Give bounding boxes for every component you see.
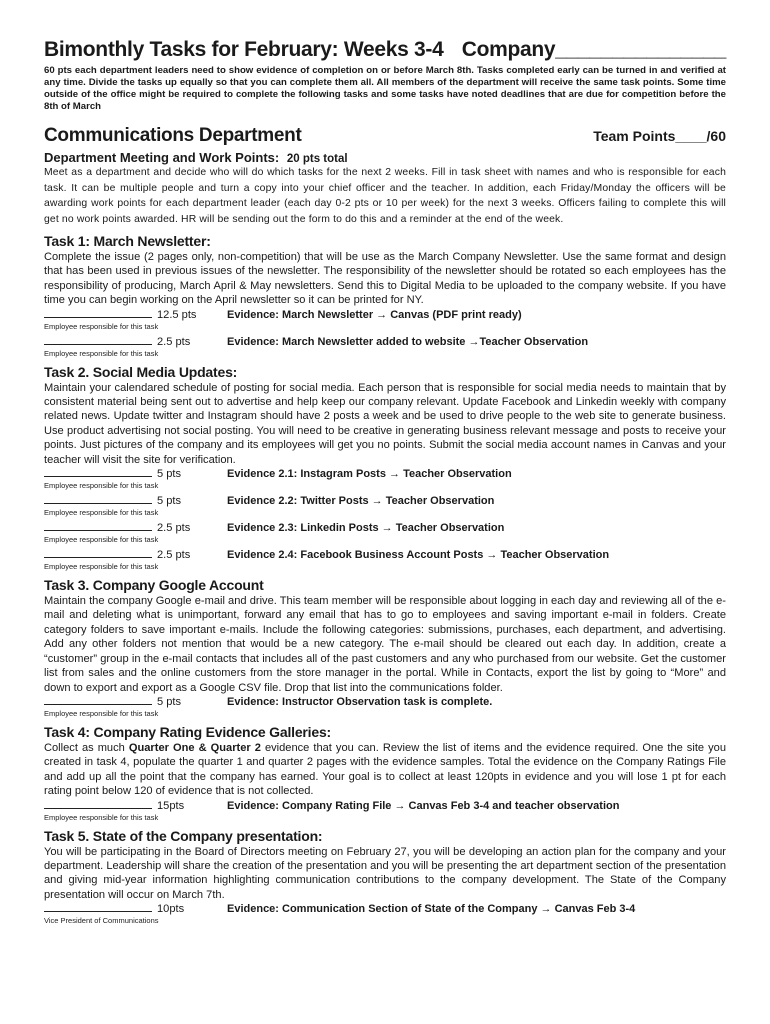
employee-caption: Employee responsible for this task [44,348,159,358]
task1-item-1-evidence: Evidence: March Newsletter → Canvas (PDF print ready) [227,308,522,321]
vp-caption: Vice President of Communications [44,916,159,926]
task4-heading: Task 4: Company Rating Evidence Galleries: [44,723,331,740]
task1-item-2-evidence: Evidence: March Newsletter added to website →Teacher Observation [227,335,589,348]
task1-item-1-points: 12.5 pts [157,308,197,321]
signature-blank[interactable] [44,494,152,504]
task3-text: Maintain the company Google e-mail and drive. This team member will be responsible about logging in each day and reviewing all of the e-mail and deleting what is unimportant, forward any email that has to go to employees and saving important e-mail in folders. Create category folders to save important e-mails. Include the following categories: submissions, purchases, each department, and advertising. Add any other folders not mention that would be a new category. The e-mail should be cleared out each day. In addition, create a “customer” group in the e-mail contacts that includes all of the past customers and any who purchased from our website. Get the customer list from sales and the online customers from the store manager in the portal. While in Contacts, export the list by going to “More” and down to export and export as a Google CSV file. Drop that list into the communications folder. [44,595,726,694]
task2-item-2-evidence: Evidence 2.2: Twitter Posts → Teacher Observation [227,495,495,508]
task4-text-b: evidence that you can. Review the list of items and the evidence required. One the site you created in task 4, populate the quarter 1 and quarter 2 pages with the evidence samples. Total the evidence on the Company Ratings File and add up all the point that the company has earned. Your goal is to collect at least 120pts in evidence and you will lose 1 pt for each rating point below 120 of evidence that is not collected. [44,741,726,798]
employee-caption: Employee responsible for this task [44,535,159,545]
task4-text-bold: Quarter One & Quarter 2 [128,741,261,754]
task1-text: Complete the issue (2 pages only, non-competition) that will be use as the March Company Newsletter. Use the same format and design that has been used in previous issues of the newsletter. The responsibility of the newsletter should be rotated so each employees has the responsibility of producing, March April & May newsletters. Send this to Digital Media to be uploaded to the company website. If you have time you can begin working on the April newsletter so it can be printed for NY. [44,251,726,307]
team-points: Team Points____/60 [593,128,726,144]
task2-item-1-points: 5 pts [157,468,182,481]
signature-blank[interactable] [44,467,152,477]
department-row [44,125,726,147]
page-title: Bimonthly Tasks for February: Weeks 3-4 [44,38,444,61]
meeting-points: 20 pts total [286,153,348,165]
title-row [44,38,726,62]
task2-text: Maintain your calendared schedule of posting for social media. Each person that is responsible for social media needs to maintain that by consistent material being sent out to advertise and help keep our company relevant. Update Facebook and Linkedin weekly with company related news. Update twitter and Instagram should have 2 posts a week and be used to drive people to the web site to generate business. Use product advertising not social posting. You will need to be creative in generating business relevant message and posts to receive your points. Just pictures of the company and its employees will get you no points. Submit the social media account names in Canvas and your teacher will visit the site for verification. [44,381,726,466]
employee-caption: Employee responsible for this task [44,562,159,572]
task4-text [44,741,726,799]
meeting-heading [44,150,726,165]
signature-blank[interactable] [44,902,152,912]
task2-item-3-evidence: Evidence 2.3: Linkedin Posts → Teacher Observation [227,522,505,535]
task2-item-3 [44,521,726,535]
employee-caption: Employee responsible for this task [44,508,159,518]
company-field: Company_______________ [461,38,726,61]
task3-item-1 [44,695,726,709]
employee-caption: Employee responsible for this task [44,708,159,718]
task2-item-4-evidence: Evidence 2.4: Facebook Business Account Posts → Teacher Observation [227,549,610,562]
signature-blank[interactable] [44,308,152,318]
task2-item-4-points: 2.5 pts [157,549,191,562]
task1-item-1 [44,308,726,322]
task2-item-4 [44,548,726,562]
task3-heading: Task 3. Company Google Account [44,577,264,594]
task5-item-1-evidence: Evidence: Communication Section of State of the Company → Canvas Feb 3-4 [227,903,636,916]
task2-item-2-points: 5 pts [157,495,182,508]
employee-caption: Employee responsible for this task [44,321,159,331]
task3-item-1-points: 5 pts [157,695,182,708]
intro-text: 60 pts each department leaders need to show evidence of completion on or before March 8th. Tasks completed early can be turned in and verified at any time. Divide the tasks up equally so that you can complete them all. All members of the department will receive the same task points. Some time outside of the office might be required to complete the following tasks and some tasks have noted deadlines that are due for competition before the 8th of March [44,65,726,112]
signature-blank[interactable] [44,521,152,531]
employee-caption: Employee responsible for this task [44,481,159,491]
task2-item-3-points: 2.5 pts [157,522,191,535]
task1-heading: Task 1: March Newsletter: [44,233,211,249]
signature-blank[interactable] [44,695,152,705]
task4-item-1 [44,799,726,813]
signature-blank[interactable] [44,548,152,558]
task2-item-1-evidence: Evidence 2.1: Instagram Posts → Teacher Observation [227,468,512,481]
task5-item-1 [44,902,726,916]
task2-item-2 [44,494,726,508]
task2-heading: Task 2. Social Media Updates: [44,363,238,380]
task2-item-1 [44,467,726,481]
task5-text: You will be participating in the Board of Directors meeting on February 27, you will be developing an action plan for the company and your department. Leadership will share the creation of the presentation and you will be presenting the art department section of the presentation and giving mid-year information highlighting communication contributions to the company development. The State of the Company presentation will occur on March 7th. [44,845,726,901]
task5-heading: Task 5. State of the Company presentation: [44,827,323,844]
task4-text-a: Collect as much [44,741,129,754]
department-title: Communications Department [44,125,302,146]
task4-item-1-evidence: Evidence: Company Rating File → Canvas Feb 3-4 and teacher observation [227,799,620,812]
employee-caption: Employee responsible for this task [44,812,159,822]
task1-item-2 [44,335,726,349]
signature-blank[interactable] [44,335,152,345]
task1-item-2-points: 2.5 pts [157,335,191,348]
meeting-text: Meet as a department and decide who will do which tasks for the next 2 weeks. Fill in task sheet with names and who is responsible for each task. It can be multiple people and turn a copy into your chief officer and the teacher. In addition, each Friday/Monday the officers will be awarding work points for each department leader (each day 0-2 pts or 10 per week) for the next 3 weeks. Officers failing to complete this will get no work points awarded. HR will be sending out the form to do this and a reminder at the end of the week. [44,167,726,225]
task5-item-1-points: 10pts [157,903,185,916]
task3-item-1-evidence: Evidence: Instructor Observation task is complete. [227,695,493,708]
meeting-heading-label: Department Meeting and Work Points: [44,150,280,165]
signature-blank[interactable] [44,799,152,809]
task4-item-1-points: 15pts [157,799,185,812]
